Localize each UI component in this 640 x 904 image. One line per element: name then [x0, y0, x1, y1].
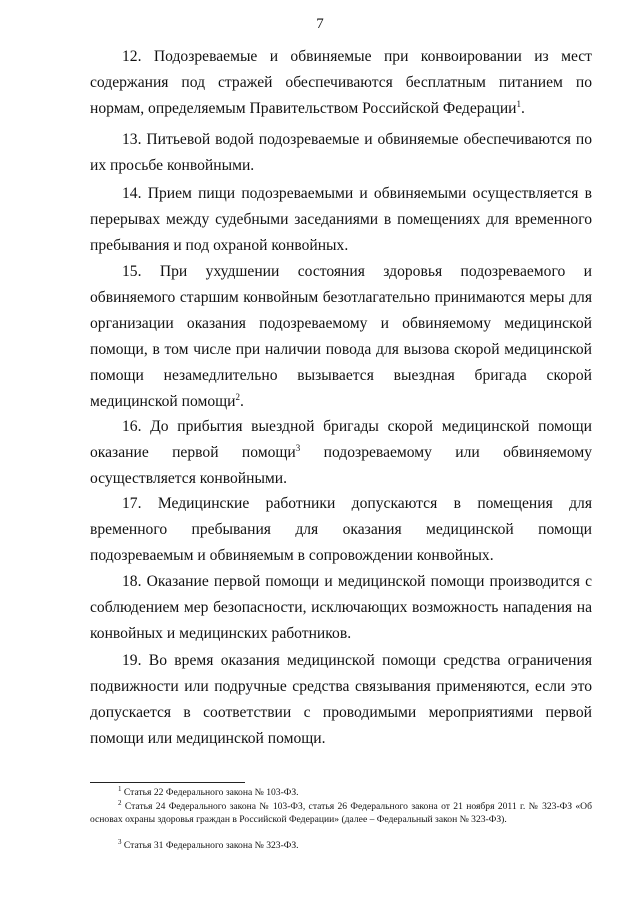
paragraph-text: 15. При ухудшении состояния здоровья подозреваемого и обвиняемого старшим конвойным безотлагательно принимаются меры для организации оказания подозреваемому и обвиняемому медицинской помощи, в том числе при наличии повода для вызова скорой медицинской помощи незамедлительно вызывается выездная бригада скорой медицинской помощи	[90, 263, 592, 410]
footnote-divider	[90, 782, 245, 783]
paragraph-12	[90, 44, 592, 122]
paragraph-14	[90, 181, 592, 259]
footnote-2	[90, 800, 592, 826]
footnote-reference: 2	[235, 391, 241, 402]
paragraph-15	[90, 259, 592, 415]
page-number: 7	[316, 16, 324, 32]
paragraph-tail: подозреваемому или обвиняемому осуществляется конвойными.	[90, 444, 592, 487]
footnote-text: Статья 24 Федерального закона № 103-ФЗ, статья 26 Федерального закона от 21 ноября 2011 г. № 323-ФЗ «Об основах охраны здоровья граждан в Российской Федерации» (далее – Федеральный закон № 323-ФЗ).	[90, 801, 592, 825]
footnote-reference: 1	[516, 98, 522, 109]
paragraph-text: 19. Во время оказания медицинской помощи средства ограничения подвижности или подручные средства связывания применяются, если это допускается в соответствии с проводимыми мероприятиями первой помощи или медицинской помощи.	[90, 652, 592, 747]
paragraph-18	[90, 569, 592, 647]
footnote-text: Статья 31 Федерального закона № 323-ФЗ.	[121, 840, 299, 851]
footnote-mark: 1	[118, 784, 122, 793]
paragraph-text: 14. Прием пищи подозреваемыми и обвиняемыми осуществляется в перерывах между судебными заседаниями в помещениях для временного пребывания и под охраной конвойных.	[90, 185, 592, 254]
paragraph-tail: .	[240, 393, 244, 410]
paragraph-text: 12. Подозреваемые и обвиняемые при конвоировании из мест содержания под стражей обеспечиваются бесплатным питанием по нормам, определяемым Правительством Российской Федерации	[90, 48, 592, 117]
footnote-1	[90, 786, 592, 799]
footnote-3	[90, 839, 592, 852]
paragraph-text: 13. Питьевой водой подозреваемые и обвиняемые обеспечиваются по их просьбе конвойными.	[90, 131, 592, 174]
paragraph-tail: .	[521, 100, 525, 117]
paragraph-19	[90, 648, 592, 752]
footnote-mark: 2	[118, 798, 122, 807]
paragraph-text: 16. До прибытия выездной бригады скорой медицинской помощи оказание первой помощи	[90, 418, 592, 461]
paragraph-text: 17. Медицинские работники допускаются в помещения для временного пребывания для оказания медицинской помощи подозреваемым и обвиняемым в сопровождении конвойных.	[90, 495, 592, 564]
paragraph-13	[90, 127, 592, 179]
paragraph-16	[90, 414, 592, 492]
paragraph-17	[90, 491, 592, 569]
paragraph-text: 18. Оказание первой помощи и медицинской помощи производится с соблюдением мер безопасности, исключающих возможность нападения на конвойных и медицинских работников.	[90, 573, 592, 642]
footnote-text: Статья 22 Федерального закона № 103-ФЗ.	[121, 787, 299, 798]
footnote-reference: 3	[295, 442, 301, 453]
footnote-mark: 3	[118, 837, 122, 846]
